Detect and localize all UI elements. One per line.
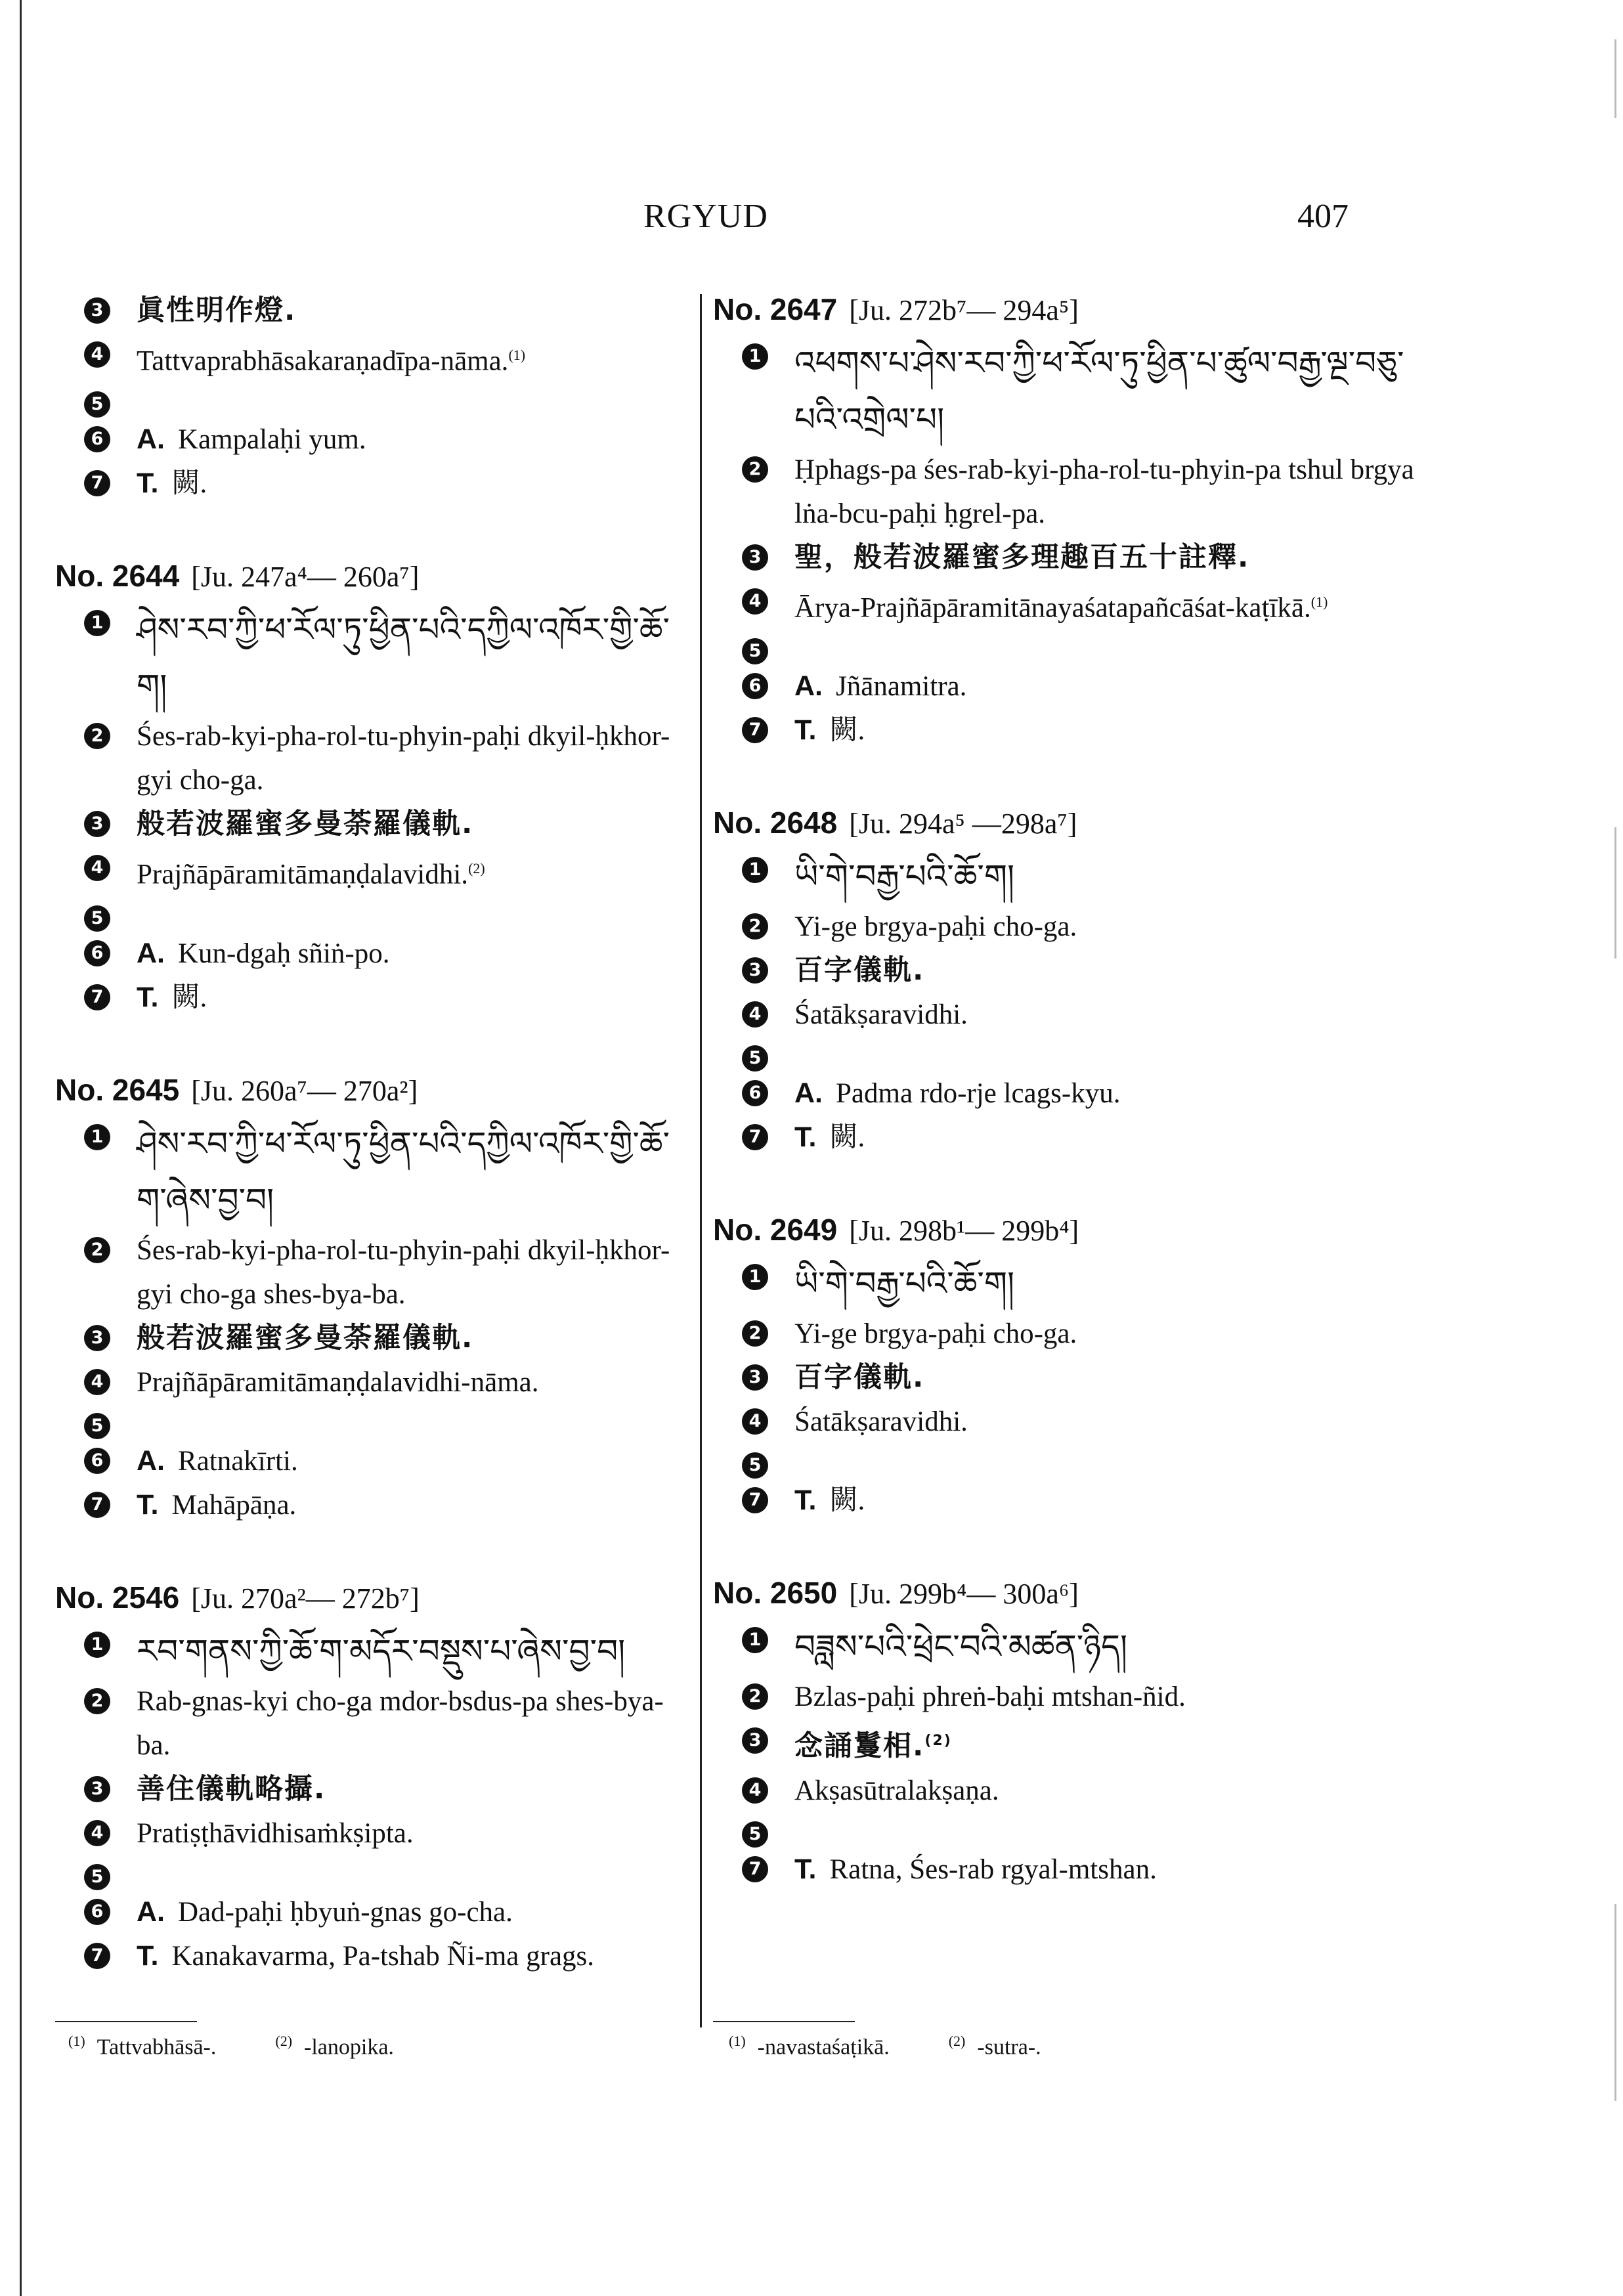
entry-number-value: 2648	[769, 806, 838, 840]
field-number-badge: 4	[742, 1001, 768, 1028]
field-role-label: A.	[137, 937, 165, 969]
footnote-ref: (2)	[468, 860, 485, 877]
entry-field	[55, 1228, 689, 1316]
entry-number-prefix: No.	[713, 806, 770, 840]
entry-field	[713, 708, 1416, 752]
catalog-entry	[713, 289, 1416, 752]
field-text: འཕགས་པ་ཤེས་རབ་ཀྱི་ཕ་རོལ་ཏུ་ཕྱིན་པ་ཚུལ་བརྒྱ་ལྔ་བཅུ་པའི་འགྲེལ་པ།	[794, 344, 1404, 439]
field-role-value: 闕.	[171, 982, 207, 1013]
field-number-badge: 7	[84, 1492, 110, 1518]
field-text: 聖，般若波羅蜜多理趣百五十註釋.	[794, 541, 1250, 574]
entry-header	[55, 1577, 689, 1619]
field-number-badge: 3	[84, 1325, 110, 1351]
entry-field	[713, 580, 1416, 630]
field-role-value: 闕.	[829, 715, 865, 747]
entry-number-prefix: No.	[55, 1072, 112, 1107]
field-role-label: T.	[794, 1121, 817, 1154]
field-number-badge: 6	[84, 1899, 110, 1925]
entry-field	[55, 289, 689, 333]
entry-number-value: 2647	[769, 292, 838, 326]
scan-edge-mark	[1614, 1904, 1616, 2101]
field-text: 般若波羅蜜多曼荼羅儀軌.	[137, 808, 474, 841]
field-text	[794, 708, 1416, 752]
field-number-badge: 5	[84, 905, 110, 932]
field-role-value: Mahāpāṇa.	[171, 1489, 297, 1521]
entry-field	[55, 1623, 689, 1679]
field-role-value: Jñānamitra.	[836, 671, 967, 703]
field-text: ཤེས་རབ་ཀྱི་ཕ་རོལ་ཏུ་ཕྱིན་པའི་དཀྱིལ་འཁོར་གྱི་ཆོ་ག།	[137, 611, 670, 706]
entry-field	[55, 1360, 689, 1404]
field-number-badge: 2	[742, 1683, 768, 1710]
field-number-badge: 7	[742, 1124, 768, 1150]
field-number-badge: 3	[84, 811, 110, 837]
field-number-badge: 7	[84, 984, 110, 1010]
page-number: 407	[1297, 198, 1349, 235]
entry-field	[55, 1890, 689, 1934]
field-number-badge: 2	[84, 1688, 110, 1714]
entry-field	[713, 664, 1416, 708]
field-number-badge: 2	[742, 1320, 768, 1347]
field-text: 百字儀軌.	[794, 1361, 925, 1395]
catalog-entry	[713, 802, 1416, 1159]
running-head: RGYUD	[643, 198, 768, 235]
field-text: Tattvaprabhāsakaraṇadīpa-nāma.$^{(1)}$	[137, 345, 526, 377]
entry-field	[55, 1404, 689, 1439]
field-role-label: A.	[137, 423, 165, 456]
field-text: 眞性明作燈.	[137, 294, 297, 327]
footnotes-left	[68, 2033, 659, 2060]
entry-field	[713, 993, 1416, 1037]
entry-field	[55, 1483, 689, 1527]
field-text	[794, 664, 1416, 708]
entry-field	[713, 905, 1416, 949]
field-text: Śes-rab-kyi-pha-rol-tu-phyin-paḥi dkyil-ḥkhor-gyi cho-ga shes-bya-ba.	[137, 1234, 670, 1310]
entry-field	[713, 1255, 1416, 1312]
field-number-badge: 1	[742, 857, 768, 883]
field-number-badge: 1	[84, 1632, 110, 1658]
field-role-value: 闕.	[829, 1122, 865, 1154]
entry-number	[55, 1580, 179, 1614]
field-number-badge: 2	[84, 723, 110, 749]
field-role-label: T.	[794, 1484, 817, 1517]
field-role-label: T.	[137, 1488, 159, 1521]
entry-number-prefix: No.	[713, 1576, 770, 1611]
entry-field	[713, 1444, 1416, 1479]
field-text: Pratiṣṭhāvidhisaṁkṣipta.	[137, 1817, 414, 1849]
field-text: ཡི་གེ་བརྒྱ་པའི་ཆོ་ག།	[794, 857, 1015, 896]
entry-number	[713, 292, 837, 326]
field-text	[137, 462, 689, 506]
field-number-badge: 4	[84, 341, 110, 368]
field-number-badge: 7	[84, 1943, 110, 1969]
footnote-ref: (1)	[1310, 594, 1328, 610]
field-role-value: Kun-dgaḥ sñiṅ-po.	[178, 938, 390, 969]
field-role-value: Dad-paḥi ḥbyuṅ-gnas go-cha.	[178, 1896, 513, 1928]
entry-field	[55, 714, 689, 802]
footnotes-right	[729, 2033, 1385, 2060]
field-text	[794, 1479, 1416, 1523]
entry-field	[55, 897, 689, 932]
field-number-badge: 5	[742, 1452, 768, 1479]
field-role-label: A.	[794, 670, 823, 703]
entry-number	[55, 559, 179, 593]
field-text: Yi-ge brgya-paḥi cho-ga.	[794, 911, 1077, 943]
field-role-label: A.	[794, 1077, 823, 1110]
field-text	[137, 1934, 689, 1978]
field-role-label: A.	[137, 1895, 165, 1928]
field-text: Prajñāpāramitāmaṇḍalavidhi.$^{(2)}$	[137, 859, 485, 890]
catalog-entry	[713, 1209, 1416, 1523]
field-text: Śes-rab-kyi-pha-rol-tu-phyin-paḥi dkyil-ḥkhor-gyi cho-ga.	[137, 721, 670, 796]
field-text: བཟླས་པའི་ཕྲེང་བའི་མཚན་ཉིད།	[794, 1628, 1128, 1666]
entry-field	[55, 802, 689, 846]
field-number-badge: 1	[84, 1124, 110, 1150]
field-number-badge: 1	[742, 1627, 768, 1653]
entry-field	[55, 383, 689, 418]
field-text: Prajñāpāramitāmaṇḍalavidhi-nāma.	[137, 1366, 539, 1398]
field-number-badge: 3	[742, 544, 768, 571]
field-role-label: T.	[137, 981, 159, 1013]
footnote-text: -navastaśaṭikā.	[757, 2035, 890, 2060]
footnote-mark: (1)	[729, 2033, 746, 2049]
entry-number	[713, 1576, 837, 1610]
entry-field	[713, 335, 1416, 448]
entry-number-value: 2644	[112, 559, 180, 594]
field-role-label: T.	[137, 467, 159, 500]
entry-field	[713, 448, 1416, 536]
field-role-value: 闕.	[171, 468, 207, 500]
field-number-badge: 3	[742, 1727, 768, 1754]
scan-edge-mark	[1614, 827, 1616, 959]
footnote	[275, 2033, 394, 2060]
field-number-badge: 4	[84, 855, 110, 881]
entry-reference: [Ju. 298b¹— 299b⁴]	[849, 1215, 1079, 1247]
entry-field	[55, 1855, 689, 1890]
entry-field	[713, 949, 1416, 993]
entry-number-prefix: No.	[55, 559, 112, 594]
field-number-badge: 5	[742, 1821, 768, 1848]
field-number-badge: 2	[742, 456, 768, 483]
page-edge-rule	[20, 0, 22, 2296]
entry-header	[55, 555, 689, 597]
entry-number	[713, 1213, 837, 1247]
field-role-value: Kanakavarma, Pa-tshab Ñi-ma grags.	[171, 1940, 595, 1972]
field-role-value: 闕.	[829, 1485, 865, 1517]
entry-header	[713, 289, 1416, 331]
entry-header	[55, 1070, 689, 1112]
entry-number-value: 2645	[112, 1072, 180, 1107]
entry-number-value: 2649	[769, 1213, 838, 1247]
field-text	[137, 1439, 689, 1483]
entry-field	[713, 1356, 1416, 1400]
footnote-mark: (1)	[68, 2033, 85, 2049]
field-number-badge: 2	[84, 1237, 110, 1263]
entry-reference: [Ju. 270a²— 272b⁷]	[191, 1582, 420, 1614]
field-text: 善住儀軌略攝.	[137, 1772, 326, 1806]
entry-header	[713, 1209, 1416, 1251]
footnote-rule	[713, 2021, 855, 2022]
entry-field	[55, 1811, 689, 1855]
field-number-badge: 1	[84, 610, 110, 636]
field-role-label: T.	[794, 714, 817, 747]
entry-number-prefix: No.	[713, 292, 770, 326]
entry-number-value: 2650	[769, 1576, 838, 1611]
field-text: རབ་གནས་ཀྱི་ཆོ་ག་མདོར་བསྡུས་པ་ཞེས་བྱ་བ།	[137, 1632, 626, 1670]
entry-reference: [Ju. 294a⁵ —298a⁷]	[849, 808, 1077, 840]
entry-field	[713, 1072, 1416, 1116]
field-text: 念誦鬘相.$^{(2)}$	[794, 1729, 952, 1763]
field-text	[137, 1890, 689, 1934]
field-text	[794, 1072, 1416, 1116]
entry-field	[55, 846, 689, 896]
entry-field	[713, 536, 1416, 580]
footnote-text: -sutra-.	[977, 2035, 1041, 2060]
footnote	[68, 2033, 216, 2060]
field-text: Bzlas-paḥi phreṅ-baḥi mtshan-ñid.	[794, 1681, 1186, 1713]
entry-number-prefix: No.	[55, 1580, 112, 1614]
field-text	[137, 932, 689, 976]
field-number-badge: 5	[742, 1045, 768, 1072]
entry-number	[55, 1073, 179, 1107]
entry-field	[55, 1316, 689, 1360]
field-role-label: T.	[794, 1853, 817, 1885]
right-column	[713, 289, 1416, 1941]
entry-number-value: 2546	[112, 1580, 180, 1614]
entry-field	[55, 1439, 689, 1483]
entry-field	[713, 1813, 1416, 1848]
entry-number	[713, 806, 837, 840]
footnote	[949, 2033, 1041, 2060]
field-text	[137, 976, 689, 1020]
entry-field	[713, 1675, 1416, 1719]
footnote-rule	[55, 2021, 197, 2022]
footnote	[729, 2033, 890, 2060]
field-text: Ārya-Prajñāpāramitānayaśatapañcāśat-kaṭīkā.$^{(1)}$	[794, 592, 1328, 624]
entry-field	[713, 1479, 1416, 1523]
field-number-badge: 4	[84, 1369, 110, 1395]
entry-number-prefix: No.	[713, 1213, 770, 1247]
field-number-badge: 4	[742, 588, 768, 615]
entry-field	[713, 1400, 1416, 1444]
field-text: ཡི་གེ་བརྒྱ་པའི་ཆོ་ག།	[794, 1265, 1015, 1303]
entry-reference: [Ju. 272b⁷— 294a⁵]	[849, 294, 1079, 326]
entry-field	[55, 333, 689, 383]
column-divider	[700, 294, 702, 2027]
entry-field	[55, 1116, 689, 1228]
field-text: 般若波羅蜜多曼荼羅儀軌.	[137, 1321, 474, 1354]
field-role-value: Ratna, Śes-rab rgyal-mtshan.	[829, 1853, 1157, 1885]
field-text	[794, 1116, 1416, 1159]
field-role-value: Kampalaḥi yum.	[178, 424, 366, 456]
entry-field	[55, 1934, 689, 1978]
entry-field	[713, 1037, 1416, 1072]
field-number-badge: 6	[84, 1448, 110, 1474]
field-role-label: A.	[137, 1444, 165, 1477]
footnote-text: -lanopika.	[304, 2035, 394, 2060]
field-number-badge: 2	[742, 913, 768, 940]
catalog-entry	[55, 289, 689, 506]
entry-field	[55, 1767, 689, 1811]
field-text: Yi-ge brgya-paḥi cho-ga.	[794, 1318, 1077, 1350]
footnote-ref: (2)	[924, 1733, 952, 1750]
field-text	[794, 1848, 1416, 1892]
field-number-badge: 6	[84, 426, 110, 452]
catalog-entry	[55, 555, 689, 1019]
footnote-mark: (2)	[948, 2033, 966, 2049]
field-text: Ḥphags-pa śes-rab-kyi-pha-rol-tu-phyin-pa tshul brgya lṅa-bcu-paḥi ḥgrel-pa.	[794, 454, 1414, 529]
scan-edge-mark	[1614, 39, 1616, 118]
field-number-badge: 4	[742, 1777, 768, 1804]
field-number-badge: 3	[742, 957, 768, 984]
left-column	[55, 289, 689, 2028]
entry-field	[713, 1719, 1416, 1768]
catalog-entry	[55, 1577, 689, 1978]
field-text: Rab-gnas-kyi cho-ga mdor-bsdus-pa shes-bya-ba.	[137, 1685, 664, 1761]
catalog-entry	[713, 1572, 1416, 1891]
field-text	[137, 418, 689, 462]
field-number-badge: 6	[742, 1080, 768, 1106]
entry-reference: [Ju. 299b⁴— 300a⁶]	[849, 1578, 1079, 1611]
field-number-badge: 7	[84, 470, 110, 496]
entry-field	[713, 1312, 1416, 1356]
field-number-badge: 3	[84, 297, 110, 324]
entry-field	[55, 976, 689, 1020]
field-text	[137, 1483, 689, 1527]
entry-field	[713, 848, 1416, 905]
entry-field	[713, 1116, 1416, 1159]
field-number-badge: 5	[742, 638, 768, 664]
entry-field	[55, 418, 689, 462]
footnote-text: Tattvabhāsā-.	[97, 2035, 217, 2060]
field-text: ཤེས་རབ་ཀྱི་ཕ་རོལ་ཏུ་ཕྱིན་པའི་དཀྱིལ་འཁོར་གྱི་ཆོ་ག་ཞེས་བྱ་བ།	[137, 1124, 670, 1219]
field-number-badge: 6	[84, 940, 110, 966]
field-number-badge: 4	[742, 1408, 768, 1435]
field-number-badge: 7	[742, 1487, 768, 1513]
footnote-mark: (2)	[275, 2033, 293, 2049]
entry-header	[713, 802, 1416, 844]
field-text: 百字儀軌.	[794, 954, 925, 987]
field-text: Akṣasūtralakṣaṇa.	[794, 1775, 999, 1806]
entry-reference: [Ju. 260a⁷— 270a²]	[191, 1074, 418, 1107]
entry-header	[713, 1572, 1416, 1614]
entry-field	[713, 1848, 1416, 1892]
entry-field	[55, 932, 689, 976]
field-number-badge: 5	[84, 1864, 110, 1890]
entry-reference: [Ju. 247a⁴— 260a⁷]	[191, 561, 420, 594]
footnote-ref: (1)	[508, 347, 526, 363]
entry-field	[713, 1618, 1416, 1675]
entry-field	[713, 630, 1416, 664]
field-number-badge: 3	[84, 1776, 110, 1802]
field-number-badge: 5	[84, 391, 110, 418]
field-number-badge: 1	[742, 343, 768, 370]
field-role-label: T.	[137, 1939, 159, 1972]
field-text: Śatākṣaravidhi.	[794, 1406, 968, 1438]
field-number-badge: 7	[742, 1856, 768, 1882]
field-number-badge: 6	[742, 673, 768, 699]
field-number-badge: 5	[84, 1413, 110, 1439]
field-number-badge: 3	[742, 1364, 768, 1391]
entry-field	[55, 462, 689, 506]
field-text: Śatākṣaravidhi.	[794, 999, 968, 1031]
field-role-value: Ratnakīrti.	[178, 1445, 298, 1477]
field-number-badge: 4	[84, 1820, 110, 1846]
field-role-value: Padma rdo-rje lcags-kyu.	[836, 1078, 1121, 1110]
entry-field	[713, 1769, 1416, 1813]
field-number-badge: 7	[742, 717, 768, 743]
catalog-entry	[55, 1070, 689, 1527]
entry-field	[55, 1679, 689, 1767]
field-number-badge: 1	[742, 1264, 768, 1290]
entry-field	[55, 601, 689, 714]
